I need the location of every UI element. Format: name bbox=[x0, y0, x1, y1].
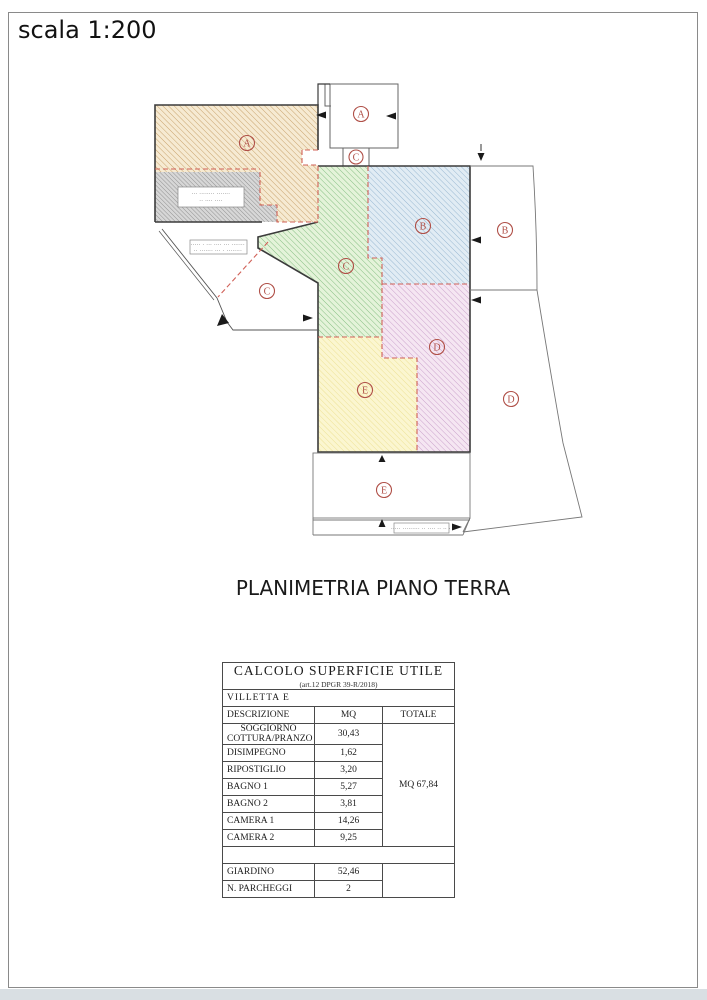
table-row: BAGNO 1 5,27 bbox=[223, 779, 455, 796]
svg-text:·· ······· ··· · ········: ·· ······· ··· · ········ bbox=[193, 249, 243, 254]
surface-calc-table bbox=[222, 662, 454, 898]
page-bottom-band bbox=[0, 989, 707, 1000]
svg-text:E: E bbox=[380, 485, 388, 497]
svg-text:·· ···· ····: ·· ···· ···· bbox=[199, 199, 223, 204]
zone-label-d-court bbox=[504, 392, 519, 407]
gray-note-box bbox=[178, 187, 244, 207]
arrow-icon bbox=[478, 153, 485, 161]
col-header-desc: DESCRIZIONE bbox=[223, 707, 315, 724]
calc-table bbox=[222, 662, 455, 898]
unit-label: VILLETTA E bbox=[223, 690, 455, 707]
table-title-cell bbox=[223, 663, 455, 690]
extra-total-cell bbox=[383, 864, 455, 898]
svg-text:B: B bbox=[501, 225, 509, 237]
arrow-icon bbox=[471, 237, 481, 244]
table-title: CALCOLO SUPERFICIE UTILE bbox=[233, 663, 444, 678]
svg-text:E: E bbox=[361, 385, 369, 397]
svg-text:D: D bbox=[433, 342, 441, 354]
svg-text:A: A bbox=[357, 109, 365, 121]
svg-text:····· · ··· ···· ··· ·······: ····· · ··· ···· ··· ······· bbox=[190, 243, 246, 248]
col-header-total: TOTALE bbox=[383, 707, 455, 724]
arrow-icon bbox=[452, 524, 462, 531]
table-row: RIPOSTIGLIO 3,20 bbox=[223, 762, 455, 779]
svg-text:····· ········· ·· ···· ·· ··: ····· ········· ·· ···· ·· ·· · bbox=[391, 527, 451, 532]
table-row: GIARDINO 52,46 bbox=[223, 864, 455, 881]
arrow-icon bbox=[217, 314, 229, 326]
table-row: BAGNO 2 3,81 bbox=[223, 796, 455, 813]
svg-text:C: C bbox=[352, 152, 360, 164]
zone-label-c-court bbox=[260, 284, 275, 299]
svg-text:A: A bbox=[243, 138, 251, 150]
zone-label-e-court bbox=[377, 483, 392, 498]
plan-title: PLANIMETRIA PIANO TERRA bbox=[235, 576, 511, 600]
arrow-icon bbox=[303, 315, 313, 322]
table-row: SOGGIORNO COTTURA/PRANZO 30,43 MQ 67,84 bbox=[223, 724, 455, 745]
table-row: DISIMPEGNO 1,62 bbox=[223, 745, 455, 762]
svg-text:··· ········ ·······: ··· ········ ······· bbox=[191, 192, 231, 197]
scale-label: scala 1:200 bbox=[18, 16, 157, 44]
col-header-mq: MQ bbox=[315, 707, 383, 724]
svg-text:C: C bbox=[263, 286, 271, 298]
zone-label-b-court bbox=[498, 223, 513, 238]
spacer-row bbox=[223, 847, 455, 864]
total-cell: MQ 67,84 bbox=[383, 724, 455, 847]
svg-text:B: B bbox=[419, 221, 427, 233]
svg-text:D: D bbox=[507, 394, 515, 406]
svg-text:C: C bbox=[342, 261, 350, 273]
table-row: N. PARCHEGGI 2 bbox=[223, 881, 455, 898]
arrow-icon bbox=[379, 455, 386, 462]
table-subtitle: (art.12 DPGR 39-R/2018) bbox=[299, 680, 378, 689]
table-header-row bbox=[223, 707, 455, 724]
table-row: CAMERA 1 14,26 bbox=[223, 813, 455, 830]
table-row: CAMERA 2 9,25 bbox=[223, 830, 455, 847]
arrow-icon bbox=[471, 297, 481, 304]
